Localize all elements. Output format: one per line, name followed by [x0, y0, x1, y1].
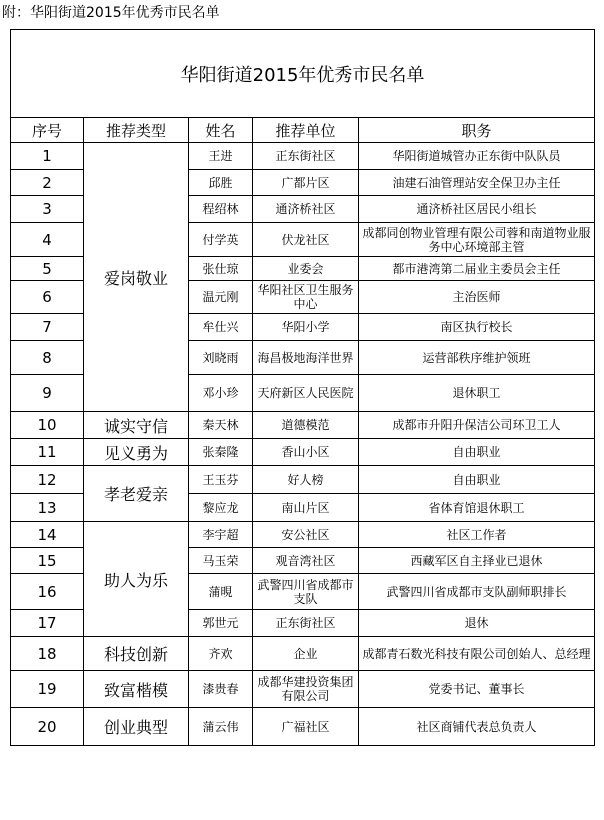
row-number: 9 [11, 375, 84, 412]
person-name: 蒲云伟 [189, 708, 253, 746]
row-number: 17 [11, 610, 84, 637]
recommending-unit: 广福社区 [253, 708, 359, 746]
position: 通济桥社区居民小组长 [359, 196, 595, 223]
caption: 附：华阳街道2015年优秀市民名单 [2, 5, 220, 21]
row-number: 1 [11, 143, 84, 170]
position: 退休 [359, 610, 595, 637]
person-name: 王进 [189, 143, 253, 170]
person-name: 牟仕兴 [189, 314, 253, 341]
table-row [11, 671, 595, 708]
position: 西藏军区自主择业已退休 [359, 548, 595, 574]
category-cell: 见义勇为 [84, 439, 189, 466]
row-number: 11 [11, 439, 84, 466]
recommending-unit: 南山片区 [253, 494, 359, 522]
person-name: 邓小珍 [189, 375, 253, 412]
table-row [11, 522, 595, 548]
person-name: 马玉荣 [189, 548, 253, 574]
person-name: 王玉芬 [189, 466, 253, 494]
recommending-unit: 正东街社区 [253, 143, 359, 170]
header-name: 姓名 [189, 118, 253, 143]
header-unit: 推荐单位 [253, 118, 359, 143]
row-number: 18 [11, 637, 84, 671]
position: 南区执行校长 [359, 314, 595, 341]
person-name: 程绍林 [189, 196, 253, 223]
recommending-unit: 广都片区 [253, 170, 359, 196]
header-seq: 序号 [11, 118, 84, 143]
table-row [11, 708, 595, 746]
person-name: 张秦隆 [189, 439, 253, 466]
header-category: 推荐类型 [84, 118, 189, 143]
recommending-unit: 通济桥社区 [253, 196, 359, 223]
table-title: 华阳街道2015年优秀市民名单 [11, 30, 595, 118]
row-number: 10 [11, 412, 84, 439]
person-name: 蒲晛 [189, 574, 253, 610]
recommending-unit: 企业 [253, 637, 359, 671]
honor-list-table [10, 29, 595, 746]
person-name: 刘晓雨 [189, 341, 253, 375]
row-number: 5 [11, 257, 84, 281]
table-row [11, 439, 595, 466]
row-number: 4 [11, 223, 84, 257]
person-name: 张仕琼 [189, 257, 253, 281]
position: 都市港湾第二届业主委员会主任 [359, 257, 595, 281]
recommending-unit: 华阳社区卫生服务中心 [253, 281, 359, 314]
position: 主治医师 [359, 281, 595, 314]
row-number: 3 [11, 196, 84, 223]
position: 华阳街道城管办正东街中队队员 [359, 143, 595, 170]
category-cell: 创业典型 [84, 708, 189, 746]
recommending-unit: 武警四川省成都市支队 [253, 574, 359, 610]
position: 油建石油管理站安全保卫办主任 [359, 170, 595, 196]
person-name: 邱胜 [189, 170, 253, 196]
row-number: 19 [11, 671, 84, 708]
position: 自由职业 [359, 439, 595, 466]
recommending-unit: 海昌极地海洋世界 [253, 341, 359, 375]
recommending-unit: 华阳小学 [253, 314, 359, 341]
category-cell: 科技创新 [84, 637, 189, 671]
recommending-unit: 业委会 [253, 257, 359, 281]
honor-list-table-wrapper [10, 29, 594, 746]
recommending-unit: 成都华建投资集团有限公司 [253, 671, 359, 708]
row-number: 6 [11, 281, 84, 314]
person-name: 郭世元 [189, 610, 253, 637]
position: 成都同创物业管理有限公司蓉和南道物业服务中心环境部主管 [359, 223, 595, 257]
row-number: 7 [11, 314, 84, 341]
recommending-unit: 安公社区 [253, 522, 359, 548]
row-number: 13 [11, 494, 84, 522]
person-name: 秦天林 [189, 412, 253, 439]
row-number: 8 [11, 341, 84, 375]
category-cell: 诚实守信 [84, 412, 189, 439]
table-row [11, 637, 595, 671]
position: 武警四川省成都市支队副师职排长 [359, 574, 595, 610]
position: 社区工作者 [359, 522, 595, 548]
person-name: 温元刚 [189, 281, 253, 314]
person-name: 黎应龙 [189, 494, 253, 522]
recommending-unit: 道德模范 [253, 412, 359, 439]
recommending-unit: 观音湾社区 [253, 548, 359, 574]
recommending-unit: 伏龙社区 [253, 223, 359, 257]
row-number: 12 [11, 466, 84, 494]
person-name: 漆贵春 [189, 671, 253, 708]
position: 成都市升阳升保洁公司环卫工人 [359, 412, 595, 439]
row-number: 16 [11, 574, 84, 610]
table-row [11, 412, 595, 439]
person-name: 付学英 [189, 223, 253, 257]
position: 成都青石数光科技有限公司创始人、总经理 [359, 637, 595, 671]
category-cell: 爱岗敬业 [84, 143, 189, 412]
position: 运营部秩序维护领班 [359, 341, 595, 375]
row-number: 15 [11, 548, 84, 574]
person-name: 齐欢 [189, 637, 253, 671]
category-cell: 致富楷模 [84, 671, 189, 708]
position: 党委书记、董事长 [359, 671, 595, 708]
recommending-unit: 正东街社区 [253, 610, 359, 637]
table-row [11, 466, 595, 494]
header-row [11, 118, 595, 143]
recommending-unit: 好人榜 [253, 466, 359, 494]
row-number: 20 [11, 708, 84, 746]
row-number: 14 [11, 522, 84, 548]
header-duty: 职务 [359, 118, 595, 143]
category-cell: 孝老爱亲 [84, 466, 189, 522]
position: 省体育馆退休职工 [359, 494, 595, 522]
person-name: 李宇超 [189, 522, 253, 548]
row-number: 2 [11, 170, 84, 196]
recommending-unit: 天府新区人民医院 [253, 375, 359, 412]
position: 自由职业 [359, 466, 595, 494]
recommending-unit: 香山小区 [253, 439, 359, 466]
category-cell: 助人为乐 [84, 522, 189, 637]
position: 退休职工 [359, 375, 595, 412]
table-row [11, 143, 595, 170]
position: 社区商铺代表总负责人 [359, 708, 595, 746]
